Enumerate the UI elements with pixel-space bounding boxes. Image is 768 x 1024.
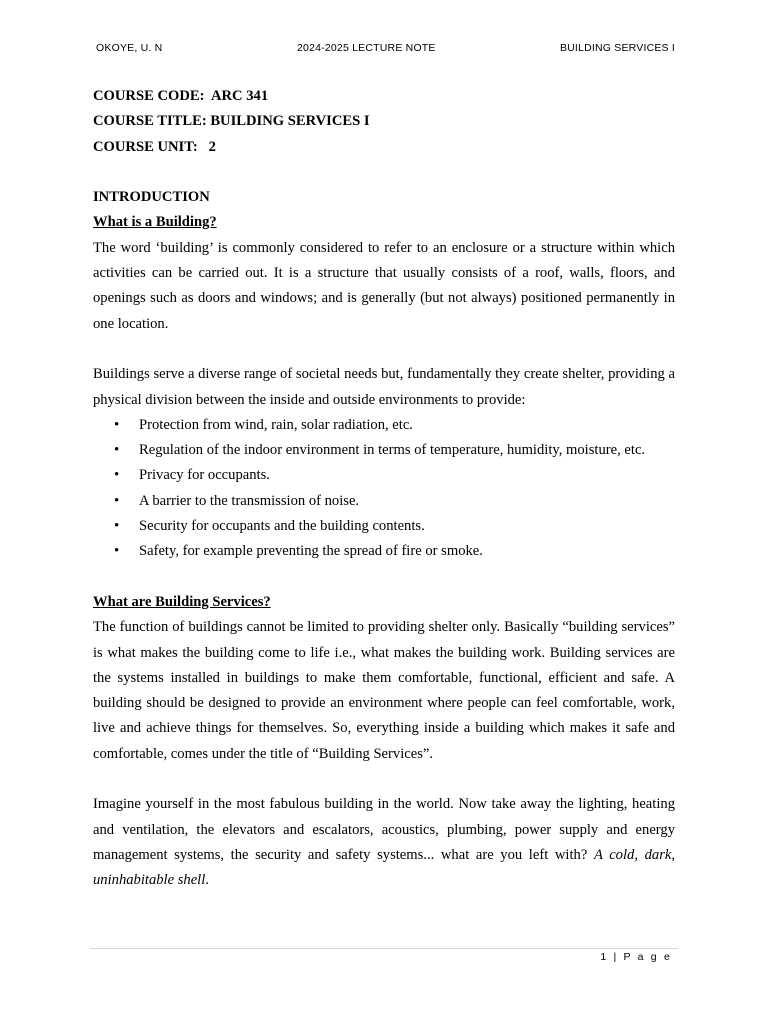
course-title: COURSE TITLE: BUILDING SERVICES I <box>93 113 370 130</box>
list-item: • Regulation of the indoor environment in terms of temperature, humidity, moisture, etc. <box>93 438 675 463</box>
course-code: COURSE CODE: ARC 341 <box>93 88 269 104</box>
paragraph-building-services: The function of buildings cannot be limited to providing shelter only. Basically “building services” is what makes the building come to life i.e., what makes the building work. Building services are the systems installed in buildings to make them comfortable, functional, efficient and safe. A building should be designed to provide an environment where people can feel comfortable, work, live and achieve things for themselves. So, everything inside a building which makes it safe and comfortable, comes under the title of “Building Services”. <box>93 619 675 762</box>
page-number: 1 | P a g e <box>600 951 672 963</box>
paragraph-imagine <box>93 792 675 893</box>
spacer <box>93 337 675 362</box>
list-item: • Protection from wind, rain, solar radiation, etc. <box>93 413 675 438</box>
paragraph-building-definition: The word ‘building’ is commonly considered to refer to an enclosure or a structure within which activities can be carried out. It is a structure that usually consists of a roof, walls, floors, and openings such as doors and windows; and is generally (but not always) positioned permanently in one location. <box>93 239 675 332</box>
subheading-what-are-building-services: What are Building Services? <box>93 593 271 610</box>
header-course: BUILDING SERVICES I <box>559 42 675 54</box>
course-unit: COURSE UNIT: 2 <box>93 138 216 155</box>
paragraph-building-needs: Buildings serve a diverse range of societal needs but, fundamentally they create shelter, providing a physical division between the inside and outside environments to provide: <box>93 366 675 408</box>
page-body <box>93 84 675 894</box>
header-author: OKOYE, U. N <box>96 42 163 54</box>
imagine-emphasis: A cold, dark, uninhabitable shell <box>93 846 676 889</box>
list-item: • Safety, for example preventing the spread of fire or smoke. <box>93 539 675 564</box>
imagine-period: . <box>205 872 209 889</box>
imagine-text: Imagine yourself in the most fabulous building in the world. Now take away the lighting, heating and ventilation, the elevators and escalators, acoustics, plumbing, power supply and energy management systems, the security and safety systems... what are you left with? <box>93 796 675 863</box>
subheading-what-is-a-building: What is a Building? <box>93 214 217 231</box>
section-heading-introduction: INTRODUCTION <box>93 189 210 206</box>
spacer <box>93 565 675 590</box>
spacer <box>93 160 675 185</box>
list-item: • Privacy for occupants. <box>93 463 675 488</box>
header-session: 2024-2025 LECTURE NOTE <box>297 42 436 54</box>
list-item: • Security for occupants and the building contents. <box>93 514 675 539</box>
spacer <box>93 767 675 792</box>
list-item: • A barrier to the transmission of noise. <box>93 489 675 514</box>
footer-divider <box>90 948 678 949</box>
bullet-list-building-provisions <box>93 413 675 565</box>
